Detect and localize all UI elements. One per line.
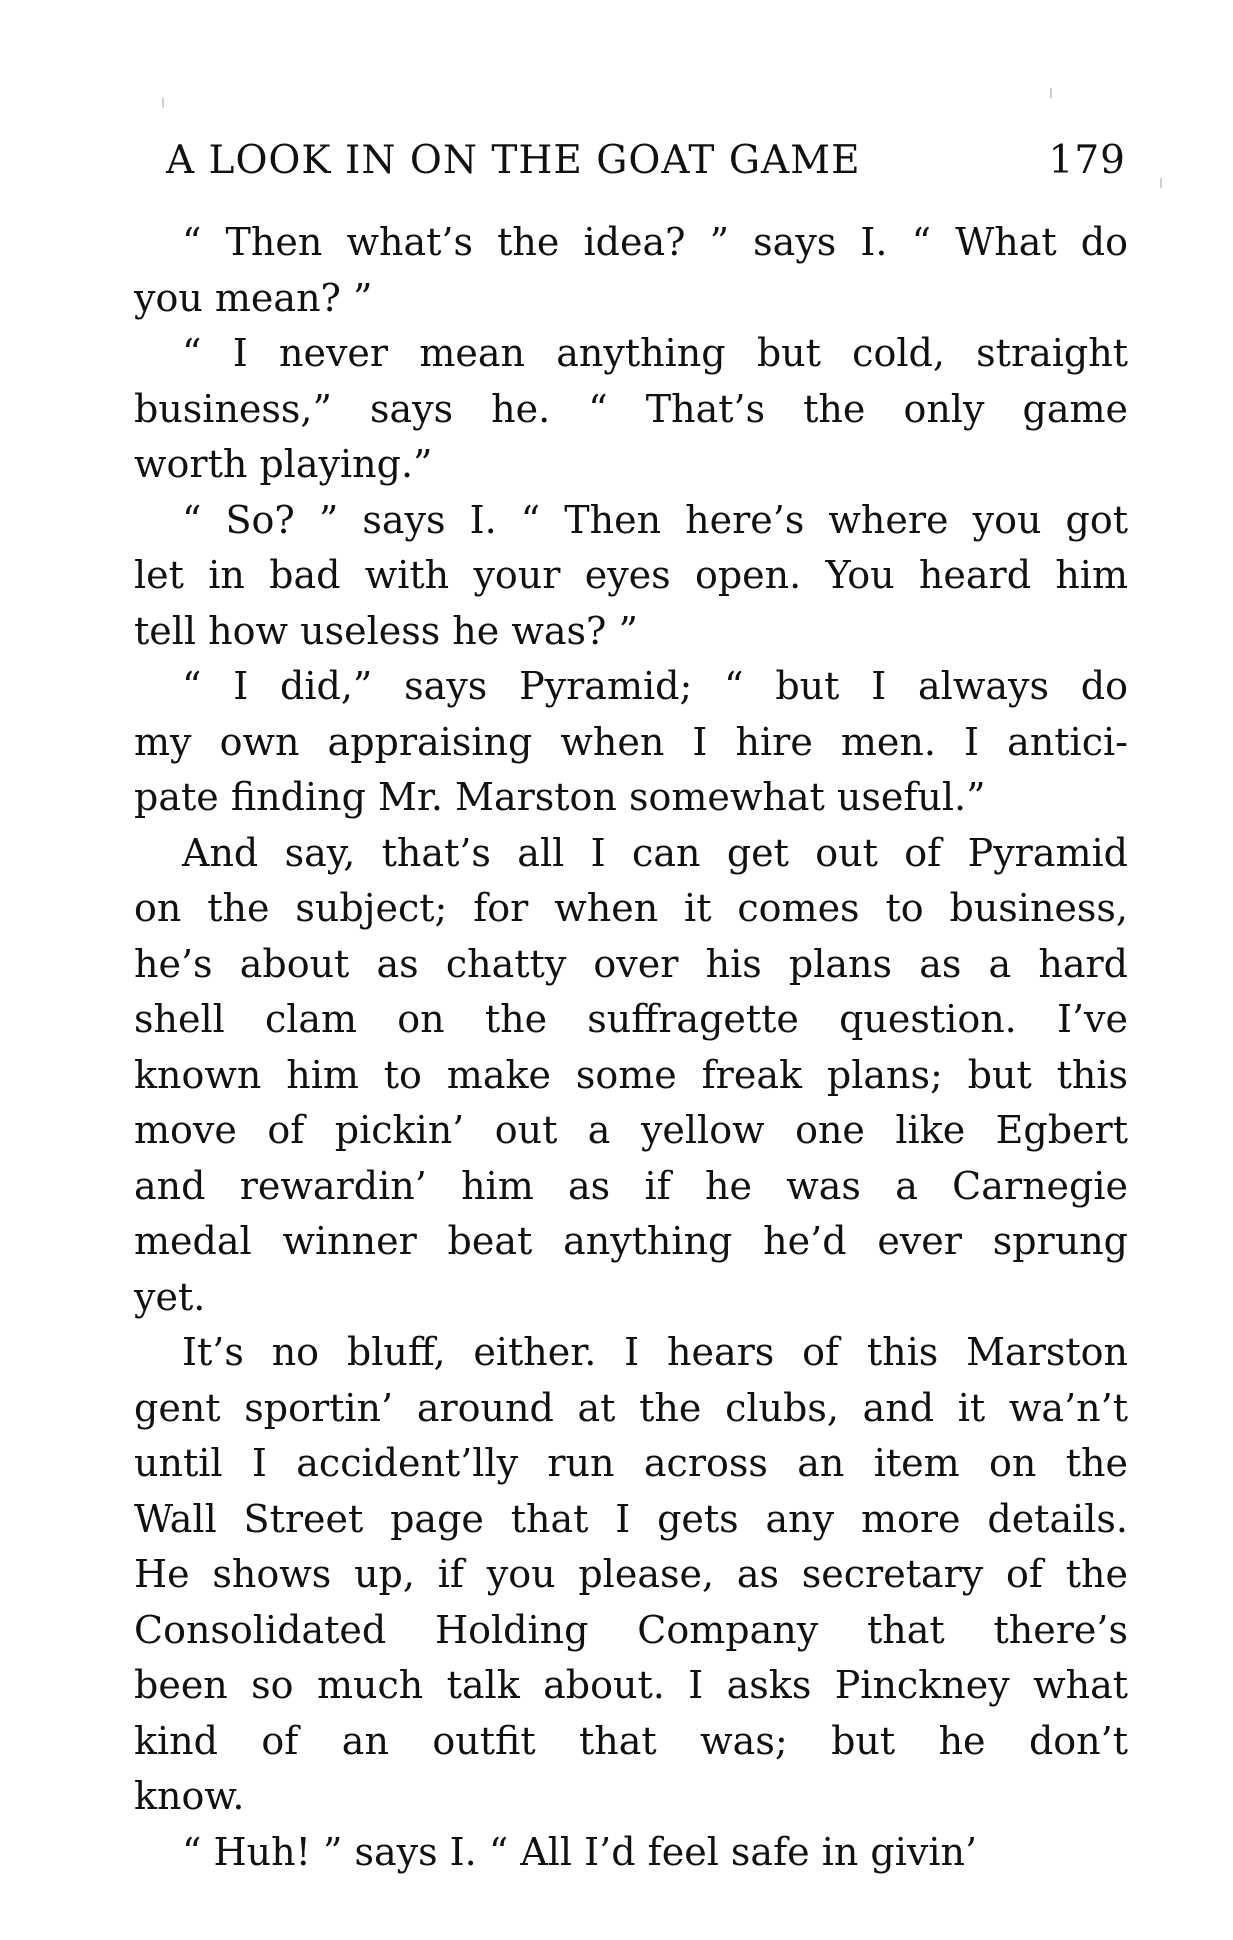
running-header — [166, 138, 1126, 198]
text-line: “ I never mean anything but cold, straight — [182, 331, 1128, 375]
text-line: gent sportin’ around at the clubs, and it wa’n’t — [134, 1385, 1128, 1430]
paper-speck — [1050, 88, 1052, 98]
text-line: “ Huh! ” says I. “ All I’d feel safe in givin’ — [182, 1829, 978, 1874]
paragraph — [134, 659, 1128, 826]
text-line: you mean? ” — [134, 275, 373, 320]
text-line: pate finding Mr. Marston somewhat useful.” — [134, 775, 986, 819]
text-line: medal winner beat anything he’d ever sprung — [134, 1219, 1128, 1263]
text-line: been so much talk about. I asks Pinckney what — [134, 1663, 1128, 1707]
text-line: yet. — [134, 1274, 206, 1319]
text-line: know. — [134, 1774, 245, 1818]
body-text — [134, 215, 1128, 1880]
text-line: and rewardin’ him as if he was a Carnegie — [134, 1163, 1128, 1208]
text-line: Consolidated Holding Company that there’s — [134, 1607, 1128, 1652]
text-line: he’s about as chatty over his plans as a hard — [134, 941, 1128, 986]
text-line: known him to make some freak plans; but this — [134, 1052, 1128, 1097]
text-line: He shows up, if you please, as secretary of the — [134, 1552, 1128, 1596]
paper-speck — [162, 98, 164, 108]
text-line: shell clam on the suffragette question. I’ve — [134, 997, 1128, 1041]
paper-speck — [1160, 178, 1162, 188]
text-line: kind of an outfit that was; but he don’t — [134, 1718, 1128, 1763]
text-line: my own appraising when I hire men. I antici- — [134, 719, 1128, 764]
text-line: business,” says he. “ That’s the only game — [134, 386, 1128, 431]
text-line: worth playing.” — [134, 442, 433, 486]
text-line: “ So? ” says I. “ Then here’s where you got — [182, 497, 1128, 542]
text-line: on the subject; for when it comes to business, — [134, 886, 1128, 930]
text-line: “ I did,” says Pyramid; “ but I always do — [182, 664, 1128, 708]
text-line: let in bad with your eyes open. You heard him — [134, 553, 1128, 597]
text-line: It’s no bluff, either. I hears of this Marston — [182, 1330, 1128, 1374]
text-line: And say, that’s all I can get out of Pyramid — [182, 830, 1128, 875]
text-line: tell how useless he was? ” — [134, 608, 638, 653]
paragraph — [134, 326, 1128, 493]
text-line: until I accident’lly run across an item on the — [134, 1441, 1128, 1485]
text-line: move of pickin’ out a yellow one like Egbert — [134, 1108, 1128, 1152]
text-line: Wall Street page that I gets any more details. — [134, 1496, 1128, 1541]
paragraph — [134, 1325, 1128, 1825]
paragraph — [134, 826, 1128, 1326]
paragraph — [134, 1825, 1128, 1881]
paragraph — [134, 215, 1128, 326]
text-line: “ Then what’s the idea? ” says I. “ What do — [182, 220, 1128, 264]
paragraph — [134, 493, 1128, 660]
page-number: 179 — [1048, 138, 1126, 183]
chapter-title: A LOOK IN ON THE GOAT GAME — [166, 138, 861, 183]
